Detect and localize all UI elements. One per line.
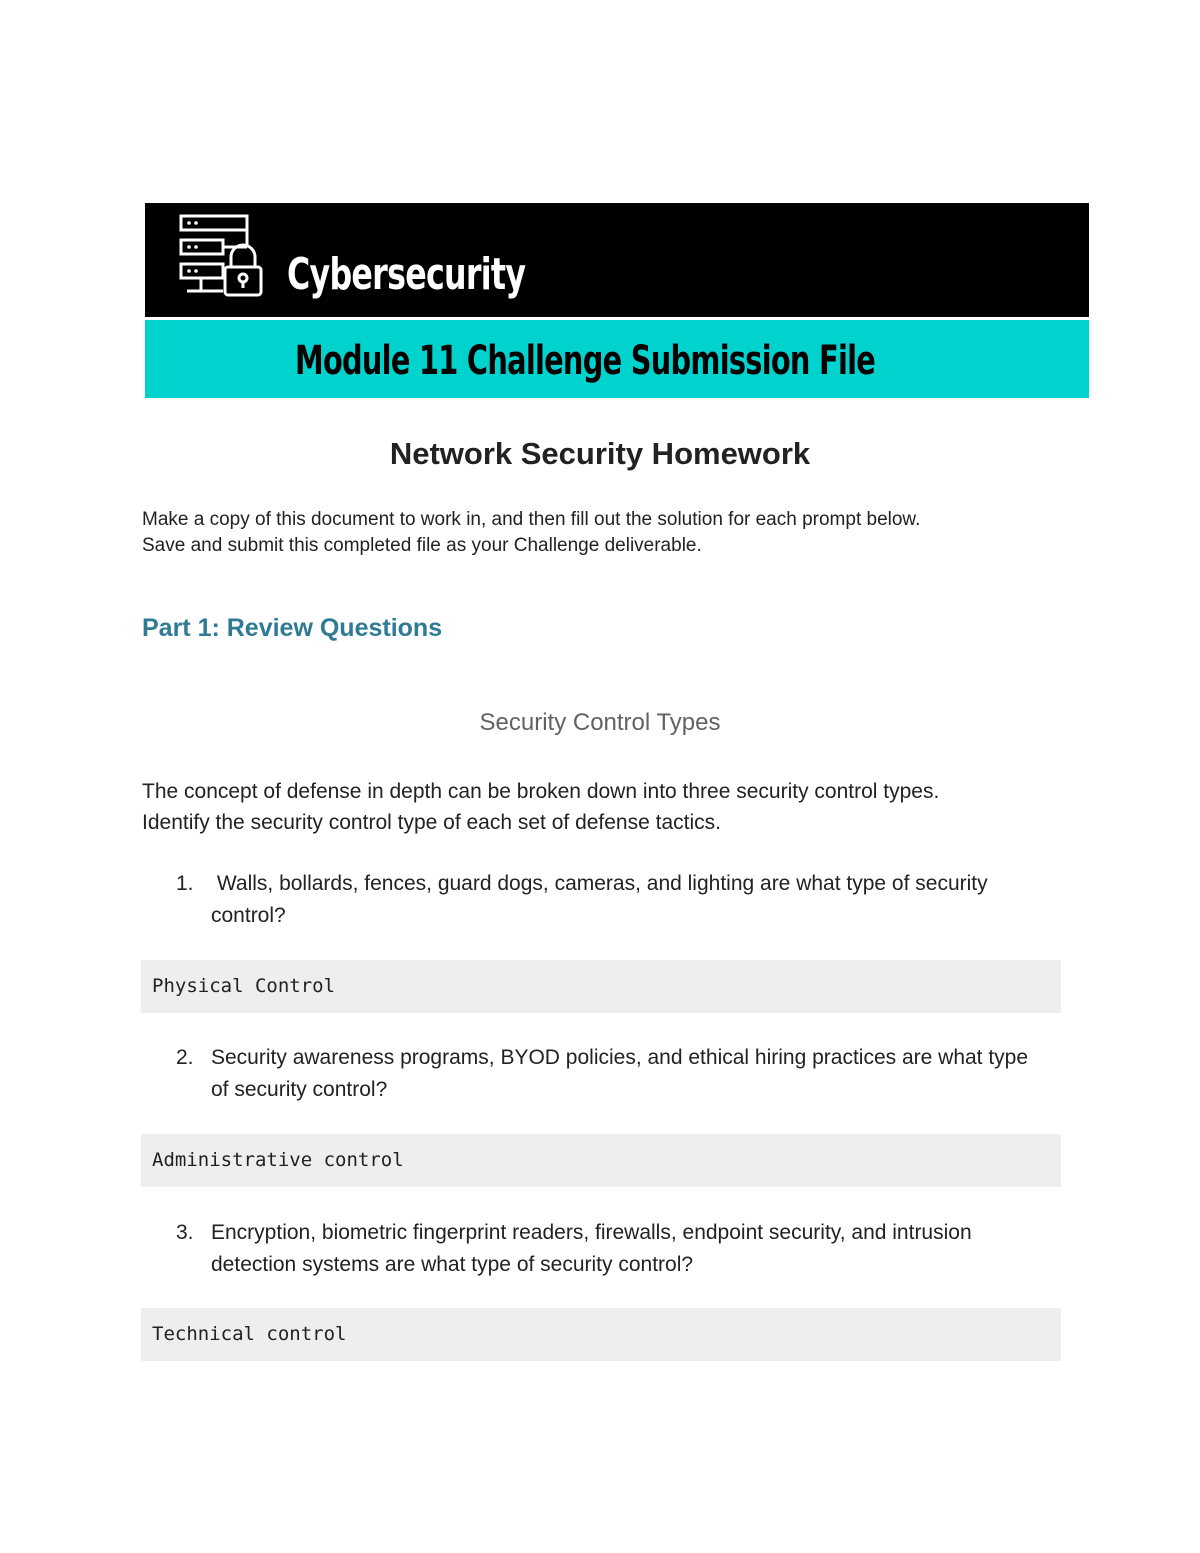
intro-line: Make a copy of this document to work in, and then fill out the solution for each prompt below.: [142, 509, 921, 530]
question-item: [176, 1217, 1036, 1281]
answer-box[interactable]: [141, 1134, 1061, 1187]
part1-heading: Part 1: Review Questions: [142, 614, 443, 642]
answer-box[interactable]: [141, 1308, 1061, 1361]
question-text: Walls, bollards, fences, guard dogs, cameras, and lighting are what type of security control?: [211, 872, 994, 927]
banner-subtitle: Module 11 Challenge Submission File: [295, 338, 876, 384]
question-number: 1.: [176, 872, 194, 895]
answer-box[interactable]: [141, 960, 1061, 1013]
banner-brand: Cybersecurity: [287, 249, 526, 300]
answer-text: Physical Control: [152, 975, 336, 997]
question-item: [176, 1042, 1036, 1106]
answer-text: Administrative control: [152, 1149, 404, 1171]
lead-line: Identify the security control type of each set of defense tactics.: [142, 811, 721, 834]
lead-text: [142, 776, 1082, 838]
question-number: 2.: [176, 1046, 194, 1069]
question-text: Security awareness programs, BYOD policies, and ethical hiring practices are what type of security control?: [211, 1046, 1029, 1101]
question-text: Encryption, biometric fingerprint readers, firewalls, endpoint security, and intrusion detection systems are what type of security control?: [211, 1221, 972, 1276]
server-lock-icon: [179, 213, 265, 299]
intro-text: [142, 507, 1082, 559]
banner-header: [145, 203, 1089, 317]
document-title: Network Security Homework: [389, 436, 811, 471]
question-item: [176, 868, 1036, 932]
lead-line: The concept of defense in depth can be broken down into three security control types.: [142, 780, 940, 803]
intro-line: Save and submit this completed file as your Challenge deliverable.: [142, 535, 702, 556]
section-title: Security Control Types: [479, 709, 721, 736]
question-number: 3.: [176, 1221, 194, 1244]
answer-text: Technical control: [152, 1323, 347, 1345]
banner-subtitle-bar: [145, 320, 1089, 398]
